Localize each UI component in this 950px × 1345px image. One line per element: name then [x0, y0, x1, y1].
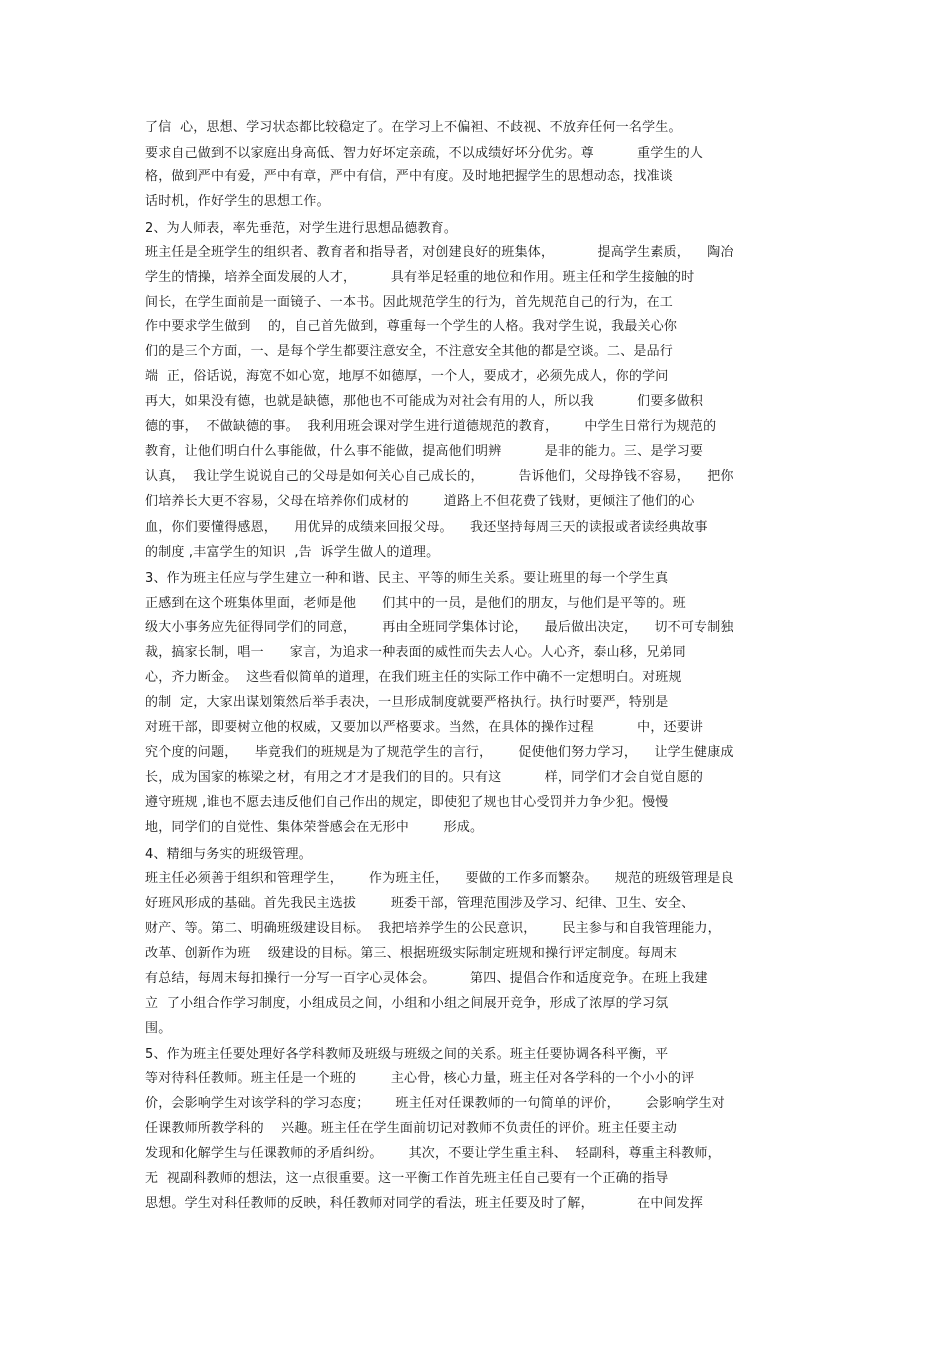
text-line: 再大，如果没有德，也就是缺德，那他也不可能成为对社会有用的人，所以我 们要多做积	[145, 394, 704, 409]
text-line: 遵守班规 ,谁也不愿去违反他们自己作出的规定，即使犯了规也甘心受罚并力争少犯。慢慢	[145, 795, 669, 810]
text-line: 思想。学生对科任教师的反映，科任教师对同学的看法，班主任要及时了解， 在中间发挥	[145, 1196, 704, 1211]
text-line: 学生的情操，培养全面发展的人才， 具有举足轻重的地位和作用。班主任和学生接触的时	[145, 270, 695, 285]
text-line: 改革、创新作为班 级建设的目标。第三、根据班级实际制定班规和操行评定制度。每周末	[145, 946, 678, 961]
text-line: 正感到在这个班集体里面，老师是他 们其中的一员，是他们的朋友，与他们是平等的。班	[145, 596, 686, 611]
text-line: 对班干部，即要树立他的权威，又要加以严格要求。当然，在具体的操作过程 中，还要讲	[145, 720, 704, 735]
text-line: 了信 心，思想、学习状态都比较稳定了。在学习上不偏袒、不歧视、不放弃任何一名学生。	[145, 120, 682, 135]
section-heading: 4、精细与务实的班级管理。	[145, 847, 312, 862]
text-line: 心，齐力断金。 这些看似简单的道理，在我们班主任的实际工作中确不一定想明白。对班规	[145, 670, 682, 685]
text-line: 无 视副科教师的想法，这一点很重要。这一平衡工作首先班主任自己要有一个正确的指导	[145, 1171, 669, 1186]
section-heading: 5、作为班主任要处理好各学科教师及班级与班级之间的关系。班主任要协调各科平衡，平	[145, 1047, 669, 1062]
text-line: 好班风形成的基础。首先我民主选拔 班委干部，管理范围涉及学习、纪律、卫生、安全、	[145, 896, 695, 911]
text-line: 究个度的问题， 毕竟我们的班规是为了规范学生的言行， 促使他们努力学习， 让学生健康成	[145, 745, 734, 760]
text-line: 的制 定，大家出谋划策然后举手表决，一旦形成制度就要严格执行。执行时要严，特别是	[145, 695, 669, 710]
text-line: 作中要求学生做到 的，自己首先做到，尊重每一个学生的人格。我对学生说，我最关心你	[145, 319, 678, 334]
text-line: 围。	[145, 1021, 172, 1036]
text-line: 级大小事务应先征得同学们的同意， 再由全班同学集体讨论， 最后做出决定， 切不可专制独	[145, 620, 734, 635]
text-line: 端 正，俗话说，海宽不如心宽，地厚不如德厚，一个人，要成才，必须先成人，你的学问	[145, 369, 669, 384]
text-line: 血，你们要懂得感恩， 用优异的成绩来回报父母。 我还坚持每周三天的读报或者读经典故事	[145, 520, 708, 535]
text-line: 德的事， 不做缺德的事。 我利用班会课对学生进行道德规范的教育， 中学生日常行为规范的	[145, 419, 717, 434]
text-line: 财产、等。第二、明确班级建设目标。 我把培养学生的公民意识， 民主参与和自我管理能力，	[145, 921, 721, 936]
text-line: 地，同学们的自觉性、集体荣誉感会在无形中 形成。	[145, 820, 484, 835]
text-line: 等对待科任教师。班主任是一个班的 主心骨，核心力量，班主任对各学科的一个小小的评	[145, 1071, 695, 1086]
text-line: 班主任必须善于组织和管理学生， 作为班主任， 要做的工作多而繁杂。 规范的班级管理是良	[145, 871, 734, 886]
text-line: 任课教师所教学科的 兴趣。班主任在学生面前切记对教师不负责任的评价。班主任要主动	[145, 1121, 678, 1136]
text-line: 们培养长大更不容易，父母在培养你们成材的 道路上不但花费了钱财，更倾注了他们的心	[145, 494, 695, 509]
text-line: 班主任是全班学生的组织者、教育者和指导者，对创建良好的班集体， 提高学生素质， 陶冶	[145, 245, 734, 260]
text-line: 立 了小组合作学习制度，小组成员之间，小组和小组之间展开竞争，形成了浓厚的学习氛	[145, 996, 669, 1011]
text-line: 的制度 ,丰富学生的知识 ,告 诉学生做人的道理。	[145, 545, 440, 560]
text-line: 话时机，作好学生的思想工作。	[145, 194, 330, 209]
section-heading: 3、作为班主任应与学生建立一种和谐、民主、平等的师生关系。要让班里的每一个学生真	[145, 571, 669, 586]
text-line: 要求自己做到不以家庭出身高低、智力好坏定亲疏，不以成绩好坏分优劣。尊 重学生的人	[145, 146, 704, 161]
text-line: 发现和化解学生与任课教师的矛盾纠纷。 其次，不要让学生重主科、 轻副科，尊重主科教师，	[145, 1146, 721, 1161]
text-line: 裁，搞家长制，唱一 家言，为追求一种表面的威性而失去人心。人心齐，泰山移，兄弟同	[145, 645, 686, 660]
text-line: 们的是三个方面，一、是每个学生都要注意安全，不注意安全其他的都是空谈。二、是品行	[145, 344, 674, 359]
text-line: 认真， 我让学生说说自己的父母是如何关心自己成长的， 告诉他们，父母挣钱不容易， 把你	[145, 469, 734, 484]
text-line: 格，做到严中有爱，严中有章，严中有信，严中有度。及时地把握学生的思想动态，找准谈	[145, 169, 674, 184]
text-line: 有总结，每周末每扣操行一分写一百字心灵体会。 第四、提倡合作和适度竞争。在班上我建	[145, 971, 708, 986]
text-line: 价，会影响学生对该学科的学习态度； 班主任对任课教师的一句简单的评价， 会影响学生对	[145, 1096, 725, 1111]
section-heading: 2、为人师表，率先垂范，对学生进行思想品德教育。	[145, 221, 458, 236]
text-line: 教育，让他们明白什么事能做，什么事不能做，提高他们明辨 是非的能力。三、是学习要	[145, 444, 704, 459]
text-line: 长，成为国家的栋梁之材，有用之才才是我们的目的。只有这 样，同学们才会自觉自愿的	[145, 770, 704, 785]
text-line: 间长，在学生面前是一面镜子、一本书。因此规范学生的行为，首先规范自己的行为，在工	[145, 295, 674, 310]
